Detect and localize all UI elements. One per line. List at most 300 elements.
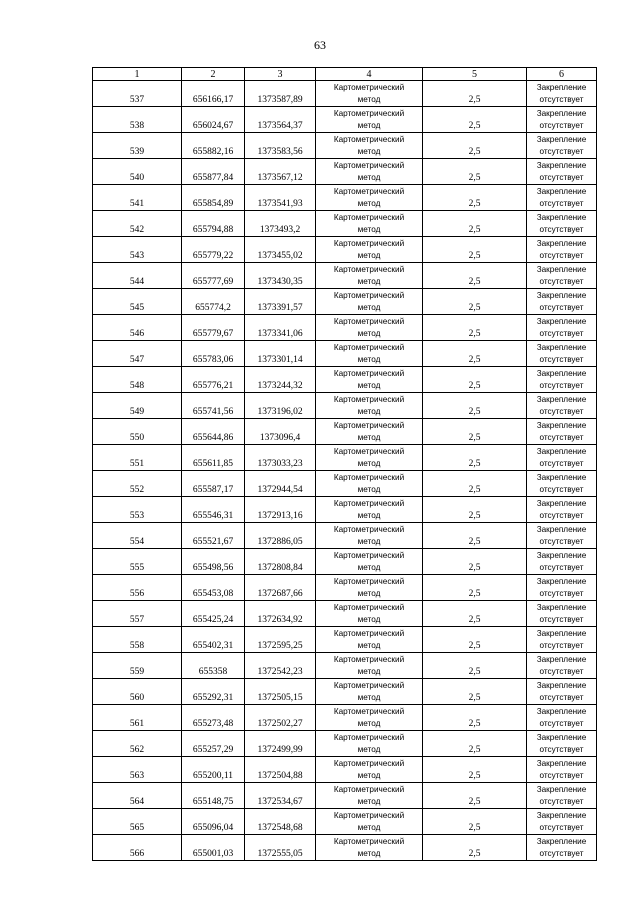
fixing-line-2: отсутствует [539, 458, 584, 468]
fixing-line-2: отсутствует [539, 640, 584, 650]
accuracy-value: 2,5 [423, 393, 527, 419]
method-line-1: Картометрический [333, 499, 405, 508]
fixing-cell [527, 237, 597, 263]
method-line-2: метод [357, 380, 381, 390]
coordinate-y: 1373196,02 [245, 393, 316, 419]
coordinate-x: 655402,31 [182, 627, 245, 653]
coordinate-y: 1373244,32 [245, 367, 316, 393]
coordinate-y: 1373096,4 [245, 419, 316, 445]
method-cell [316, 679, 423, 705]
method-line-2: метод [357, 406, 381, 416]
method-cell [316, 731, 423, 757]
method-line-2: метод [357, 432, 381, 442]
coordinate-x: 656024,67 [182, 107, 245, 133]
coordinate-x: 655779,22 [182, 237, 245, 263]
coordinate-x: 655358 [182, 653, 245, 679]
accuracy-value: 2,5 [423, 367, 527, 393]
method-cell [316, 445, 423, 471]
fixing-cell [527, 757, 597, 783]
method-line-1: Картометрический [333, 525, 405, 534]
fixing-line-2: отсутствует [539, 562, 584, 572]
method-line-2: метод [357, 458, 381, 468]
header-col-6: 6 [527, 68, 597, 81]
method-line-2: метод [357, 484, 381, 494]
table-row [93, 783, 597, 809]
method-cell [316, 783, 423, 809]
method-line-2: метод [357, 562, 381, 572]
coordinate-x: 655587,17 [182, 471, 245, 497]
table-row [93, 705, 597, 731]
coordinate-y: 1372499,99 [245, 731, 316, 757]
fixing-cell [527, 263, 597, 289]
coordinate-y: 1372944,54 [245, 471, 316, 497]
coordinate-y: 1372634,92 [245, 601, 316, 627]
table-row [93, 367, 597, 393]
coordinate-y: 1373301,14 [245, 341, 316, 367]
fixing-line-2: отсутствует [539, 796, 584, 806]
coordinate-x: 655257,29 [182, 731, 245, 757]
fixing-line-1: Закрепление [536, 577, 587, 586]
coordinate-x: 655546,31 [182, 497, 245, 523]
accuracy-value: 2,5 [423, 549, 527, 575]
method-cell [316, 575, 423, 601]
fixing-line-2: отсутствует [539, 484, 584, 494]
accuracy-value: 2,5 [423, 445, 527, 471]
coordinate-y: 1373430,35 [245, 263, 316, 289]
point-number: 550 [93, 419, 182, 445]
point-number: 549 [93, 393, 182, 419]
fixing-line-1: Закрепление [536, 343, 587, 352]
fixing-cell [527, 705, 597, 731]
accuracy-value: 2,5 [423, 653, 527, 679]
accuracy-value: 2,5 [423, 185, 527, 211]
point-number: 545 [93, 289, 182, 315]
point-number: 553 [93, 497, 182, 523]
table-row [93, 211, 597, 237]
coordinate-x: 655882,16 [182, 133, 245, 159]
coordinate-y: 1372542,23 [245, 653, 316, 679]
fixing-line-2: отсутствует [539, 198, 584, 208]
fixing-line-2: отсутствует [539, 380, 584, 390]
fixing-line-1: Закрепление [536, 291, 587, 300]
coordinate-x: 655774,2 [182, 289, 245, 315]
point-number: 558 [93, 627, 182, 653]
fixing-line-1: Закрепление [536, 161, 587, 170]
point-number: 538 [93, 107, 182, 133]
coordinate-y: 1372886,05 [245, 523, 316, 549]
method-cell [316, 653, 423, 679]
fixing-line-2: отсутствует [539, 588, 584, 598]
coordinate-y: 1373391,57 [245, 289, 316, 315]
fixing-line-1: Закрепление [536, 681, 587, 690]
coordinate-x: 655644,86 [182, 419, 245, 445]
point-number: 537 [93, 81, 182, 107]
fixing-cell [527, 341, 597, 367]
method-cell [316, 211, 423, 237]
table-row [93, 575, 597, 601]
coordinate-y: 1373587,89 [245, 81, 316, 107]
fixing-cell [527, 731, 597, 757]
fixing-cell [527, 783, 597, 809]
coordinate-x: 655877,84 [182, 159, 245, 185]
method-line-1: Картометрический [333, 447, 405, 456]
header-col-4: 4 [316, 68, 423, 81]
coordinate-y: 1372504,88 [245, 757, 316, 783]
coordinate-y: 1372548,68 [245, 809, 316, 835]
method-line-1: Картометрический [333, 707, 405, 716]
method-cell [316, 497, 423, 523]
table-row [93, 315, 597, 341]
table-row [93, 237, 597, 263]
fixing-line-1: Закрепление [536, 369, 587, 378]
point-number: 543 [93, 237, 182, 263]
fixing-line-1: Закрепление [536, 707, 587, 716]
accuracy-value: 2,5 [423, 159, 527, 185]
method-line-1: Картометрический [333, 551, 405, 560]
table-row [93, 835, 597, 861]
fixing-line-1: Закрепление [536, 135, 587, 144]
fixing-line-2: отсутствует [539, 276, 584, 286]
fixing-cell [527, 211, 597, 237]
method-line-1: Картометрический [333, 135, 405, 144]
fixing-line-1: Закрепление [536, 83, 587, 92]
fixing-cell [527, 601, 597, 627]
method-cell [316, 419, 423, 445]
method-line-2: метод [357, 120, 381, 130]
method-line-2: метод [357, 250, 381, 260]
point-number: 562 [93, 731, 182, 757]
fixing-cell [527, 159, 597, 185]
table-row [93, 81, 597, 107]
accuracy-value: 2,5 [423, 133, 527, 159]
method-cell [316, 471, 423, 497]
fixing-cell [527, 393, 597, 419]
fixing-line-2: отсутствует [539, 744, 584, 754]
coordinate-y: 1373567,12 [245, 159, 316, 185]
page-number: 63 [314, 38, 326, 52]
fixing-line-2: отсутствует [539, 302, 584, 312]
method-line-1: Картометрический [333, 161, 405, 170]
method-cell [316, 263, 423, 289]
accuracy-value: 2,5 [423, 731, 527, 757]
accuracy-value: 2,5 [423, 237, 527, 263]
fixing-line-2: отсутствует [539, 94, 584, 104]
method-line-1: Картометрический [333, 395, 405, 404]
fixing-line-1: Закрепление [536, 785, 587, 794]
method-line-1: Картометрический [333, 681, 405, 690]
point-number: 539 [93, 133, 182, 159]
method-line-1: Картометрический [333, 239, 405, 248]
coordinate-x: 655273,48 [182, 705, 245, 731]
fixing-line-1: Закрепление [536, 499, 587, 508]
table-row [93, 263, 597, 289]
point-number: 544 [93, 263, 182, 289]
fixing-line-2: отсутствует [539, 328, 584, 338]
table-row [93, 731, 597, 757]
header-col-5: 5 [423, 68, 527, 81]
method-cell [316, 185, 423, 211]
method-line-1: Картометрический [333, 473, 405, 482]
fixing-cell [527, 107, 597, 133]
coordinate-x: 655001,03 [182, 835, 245, 861]
coordinate-x: 655741,56 [182, 393, 245, 419]
accuracy-value: 2,5 [423, 471, 527, 497]
point-number: 557 [93, 601, 182, 627]
coordinate-x: 655854,89 [182, 185, 245, 211]
fixing-cell [527, 419, 597, 445]
coordinate-x: 655200,11 [182, 757, 245, 783]
method-line-1: Картометрический [333, 369, 405, 378]
coordinate-y: 1372534,67 [245, 783, 316, 809]
fixing-line-1: Закрепление [536, 603, 587, 612]
table-row [93, 497, 597, 523]
table-row [93, 393, 597, 419]
accuracy-value: 2,5 [423, 627, 527, 653]
point-number: 551 [93, 445, 182, 471]
method-line-1: Картометрический [333, 317, 405, 326]
method-line-1: Картометрический [333, 577, 405, 586]
fixing-line-2: отсутствует [539, 848, 584, 858]
method-line-2: метод [357, 224, 381, 234]
accuracy-value: 2,5 [423, 419, 527, 445]
table-row [93, 419, 597, 445]
fixing-line-1: Закрепление [536, 447, 587, 456]
accuracy-value: 2,5 [423, 497, 527, 523]
method-line-2: метод [357, 744, 381, 754]
method-line-2: метод [357, 328, 381, 338]
coordinate-x: 655425,24 [182, 601, 245, 627]
fixing-line-1: Закрепление [536, 187, 587, 196]
point-number: 559 [93, 653, 182, 679]
table-row [93, 185, 597, 211]
fixing-cell [527, 289, 597, 315]
method-line-2: метод [357, 354, 381, 364]
fixing-line-1: Закрепление [536, 525, 587, 534]
method-line-2: метод [357, 666, 381, 676]
method-cell [316, 315, 423, 341]
method-line-1: Картометрический [333, 343, 405, 352]
point-number: 563 [93, 757, 182, 783]
method-line-2: метод [357, 198, 381, 208]
fixing-line-2: отсутствует [539, 822, 584, 832]
point-number: 561 [93, 705, 182, 731]
fixing-cell [527, 497, 597, 523]
method-line-2: метод [357, 848, 381, 858]
accuracy-value: 2,5 [423, 341, 527, 367]
table-row [93, 627, 597, 653]
fixing-line-1: Закрепление [536, 213, 587, 222]
fixing-line-1: Закрепление [536, 109, 587, 118]
table-row [93, 679, 597, 705]
accuracy-value: 2,5 [423, 601, 527, 627]
table-row [93, 107, 597, 133]
table-row [93, 757, 597, 783]
point-number: 564 [93, 783, 182, 809]
coordinate-x: 655779,67 [182, 315, 245, 341]
fixing-line-1: Закрепление [536, 759, 587, 768]
table-row [93, 809, 597, 835]
method-line-1: Картометрический [333, 421, 405, 430]
point-number: 546 [93, 315, 182, 341]
method-line-2: метод [357, 94, 381, 104]
fixing-line-1: Закрепление [536, 837, 587, 846]
accuracy-value: 2,5 [423, 679, 527, 705]
fixing-cell [527, 523, 597, 549]
method-cell [316, 341, 423, 367]
point-number: 552 [93, 471, 182, 497]
fixing-line-2: отсутствует [539, 510, 584, 520]
fixing-line-1: Закрепление [536, 265, 587, 274]
method-line-2: метод [357, 692, 381, 702]
fixing-line-1: Закрепление [536, 811, 587, 820]
method-cell [316, 523, 423, 549]
accuracy-value: 2,5 [423, 523, 527, 549]
method-cell [316, 549, 423, 575]
method-cell [316, 601, 423, 627]
fixing-line-1: Закрепление [536, 655, 587, 664]
coordinate-x: 655096,04 [182, 809, 245, 835]
accuracy-value: 2,5 [423, 809, 527, 835]
fixing-line-2: отсутствует [539, 692, 584, 702]
point-number: 548 [93, 367, 182, 393]
method-line-2: метод [357, 146, 381, 156]
method-cell [316, 705, 423, 731]
coordinate-x: 655453,08 [182, 575, 245, 601]
fixing-line-2: отсутствует [539, 224, 584, 234]
fixing-line-1: Закрепление [536, 473, 587, 482]
method-line-1: Картометрический [333, 629, 405, 638]
header-col-1: 1 [93, 68, 182, 81]
method-cell [316, 757, 423, 783]
accuracy-value: 2,5 [423, 315, 527, 341]
fixing-cell [527, 315, 597, 341]
coordinate-y: 1373033,23 [245, 445, 316, 471]
accuracy-value: 2,5 [423, 757, 527, 783]
point-number: 560 [93, 679, 182, 705]
method-line-2: метод [357, 614, 381, 624]
method-line-1: Картометрический [333, 603, 405, 612]
coordinate-y: 1372505,15 [245, 679, 316, 705]
table-row [93, 341, 597, 367]
accuracy-value: 2,5 [423, 783, 527, 809]
table-row [93, 471, 597, 497]
method-cell [316, 393, 423, 419]
coordinate-x: 655777,69 [182, 263, 245, 289]
fixing-line-1: Закрепление [536, 317, 587, 326]
fixing-cell [527, 471, 597, 497]
fixing-cell [527, 185, 597, 211]
method-cell [316, 159, 423, 185]
fixing-cell [527, 81, 597, 107]
table-row [93, 549, 597, 575]
table-row [93, 445, 597, 471]
method-line-2: метод [357, 510, 381, 520]
fixing-cell [527, 445, 597, 471]
fixing-cell [527, 653, 597, 679]
method-line-2: метод [357, 718, 381, 728]
coordinate-x: 656166,17 [182, 81, 245, 107]
point-number: 554 [93, 523, 182, 549]
fixing-cell [527, 679, 597, 705]
point-number: 540 [93, 159, 182, 185]
method-line-1: Картометрический [333, 83, 405, 92]
fixing-line-2: отсутствует [539, 354, 584, 364]
fixing-cell [527, 367, 597, 393]
accuracy-value: 2,5 [423, 263, 527, 289]
fixing-line-2: отсутствует [539, 146, 584, 156]
method-line-1: Картометрический [333, 655, 405, 664]
coordinate-x: 655292,31 [182, 679, 245, 705]
accuracy-value: 2,5 [423, 835, 527, 861]
method-line-1: Картометрический [333, 733, 405, 742]
method-cell [316, 133, 423, 159]
point-number: 556 [93, 575, 182, 601]
method-cell [316, 835, 423, 861]
method-cell [316, 81, 423, 107]
fixing-line-1: Закрепление [536, 421, 587, 430]
method-line-2: метод [357, 302, 381, 312]
fixing-line-2: отсутствует [539, 718, 584, 728]
header-col-3: 3 [245, 68, 316, 81]
coordinate-x: 655521,67 [182, 523, 245, 549]
fixing-line-2: отсутствует [539, 666, 584, 676]
point-number: 542 [93, 211, 182, 237]
table-row [93, 159, 597, 185]
coordinate-y: 1372687,66 [245, 575, 316, 601]
method-cell [316, 367, 423, 393]
coordinate-y: 1373583,56 [245, 133, 316, 159]
method-line-2: метод [357, 640, 381, 650]
fixing-line-2: отсутствует [539, 614, 584, 624]
point-number: 541 [93, 185, 182, 211]
coordinate-y: 1373341,06 [245, 315, 316, 341]
fixing-line-1: Закрепление [536, 629, 587, 638]
coordinate-y: 1373455,02 [245, 237, 316, 263]
method-line-1: Картометрический [333, 785, 405, 794]
method-line-1: Картометрический [333, 265, 405, 274]
fixing-line-2: отсутствует [539, 770, 584, 780]
fixing-line-2: отсутствует [539, 536, 584, 546]
method-line-2: метод [357, 822, 381, 832]
method-line-2: метод [357, 588, 381, 598]
method-cell [316, 289, 423, 315]
table-body [93, 81, 597, 861]
method-line-2: метод [357, 536, 381, 546]
method-cell [316, 627, 423, 653]
accuracy-value: 2,5 [423, 107, 527, 133]
fixing-cell [527, 627, 597, 653]
fixing-cell [527, 133, 597, 159]
accuracy-value: 2,5 [423, 211, 527, 237]
fixing-cell [527, 575, 597, 601]
accuracy-value: 2,5 [423, 81, 527, 107]
coordinate-x: 655783,06 [182, 341, 245, 367]
table-row [93, 289, 597, 315]
coordinate-y: 1372555,05 [245, 835, 316, 861]
point-number: 555 [93, 549, 182, 575]
fixing-cell [527, 835, 597, 861]
coordinate-y: 1372502,27 [245, 705, 316, 731]
point-number: 566 [93, 835, 182, 861]
method-line-2: метод [357, 172, 381, 182]
method-line-1: Картометрический [333, 759, 405, 768]
method-line-2: метод [357, 796, 381, 806]
coordinates-table [92, 67, 597, 861]
point-number: 565 [93, 809, 182, 835]
coordinate-y: 1372808,84 [245, 549, 316, 575]
fixing-line-2: отсутствует [539, 120, 584, 130]
accuracy-value: 2,5 [423, 575, 527, 601]
